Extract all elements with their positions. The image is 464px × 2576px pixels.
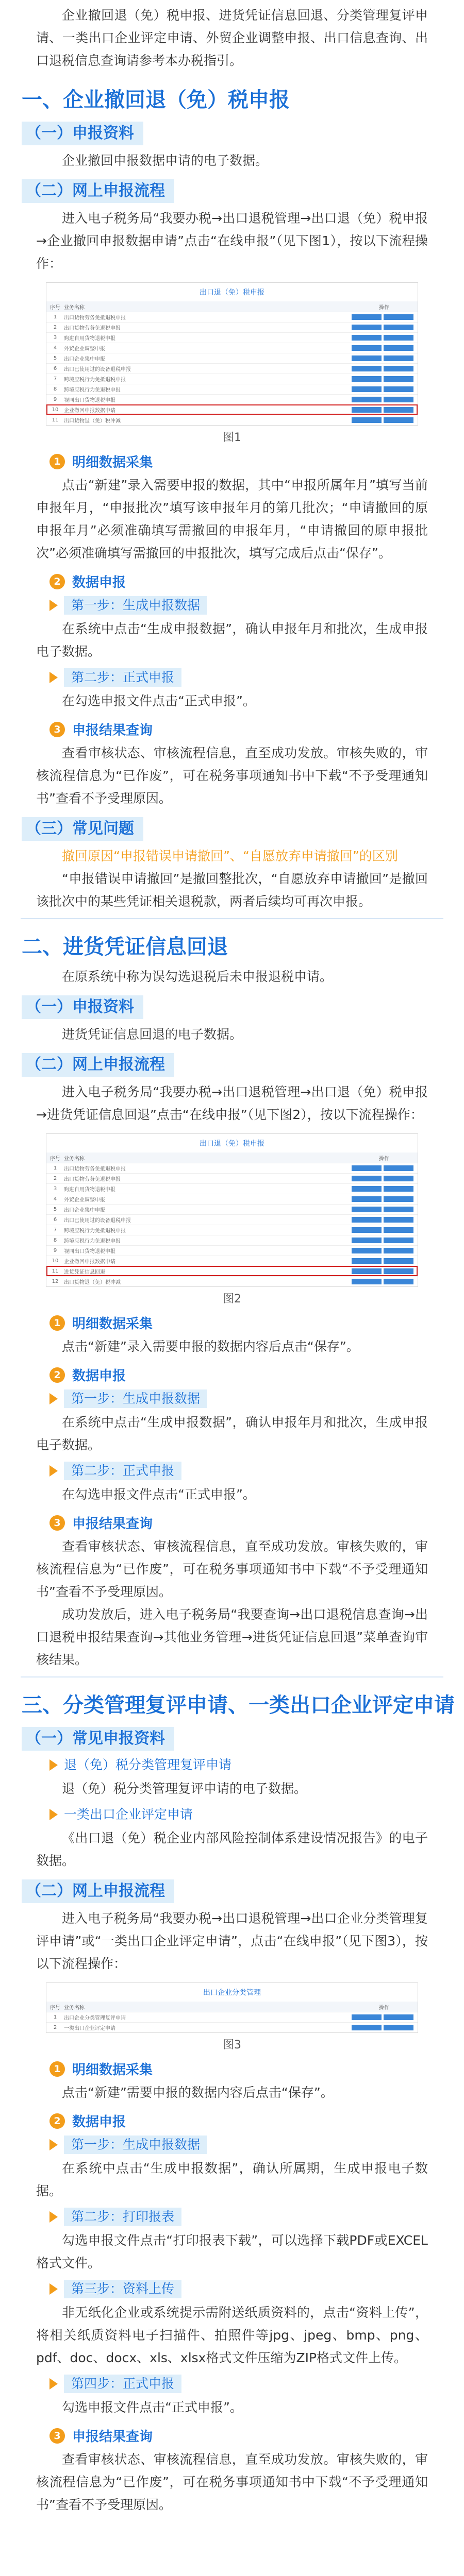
row-action-buttons (352, 335, 413, 341)
online-declare-button (384, 417, 413, 423)
row-business-name: 出口货物劳务免抵退税申报 (64, 315, 126, 321)
figure-table-row (46, 1256, 418, 1266)
row-action-buttons (352, 1165, 413, 1171)
sec3-step2d-text: 勾选申报文件点击“正式申报”。 (62, 2400, 243, 2415)
sec3-subtitle-process: （二）网上申报流程 (22, 1879, 464, 1903)
row-index: 3 (53, 335, 57, 341)
sec3-step2a-text: 在系统中点击“生成申报数据”，确认所属期，生成申报电子数据。 (36, 2161, 428, 2198)
triangle-icon (49, 600, 58, 611)
row-action-buttons (352, 386, 413, 392)
figure-2-rows (46, 1163, 418, 1286)
figure-1-caption: 图1 (223, 431, 241, 444)
row-index: 5 (53, 355, 57, 361)
sec2-step2a-text: 在系统中点击“生成申报数据”，确认申报年月和批次，生成申报电子数据。 (36, 1415, 428, 1452)
row-index: 2 (53, 2025, 57, 2030)
online-declare-button (352, 2025, 382, 2030)
sec3-item2-text: 《出口退（免）税企业内部风险控制体系建设情况报告》的电子数据。 (36, 1831, 428, 1868)
figure-3-header: 序号 业务名称 操作 (46, 2002, 418, 2012)
sec2-step1-heading: 1 明细数据采集 (49, 1313, 464, 1332)
figure-table-row (46, 404, 418, 415)
row-action-buttons (352, 2014, 413, 2020)
online-declare-button (384, 1217, 413, 1223)
figure-2-screenshot (46, 1133, 418, 1287)
figure-table-row (46, 1276, 418, 1286)
sec3-step2c-text: 非无纸化企业或系统提示需附送纸质资料的，点击“资料上传”，将相关纸质资料电子扫描件、拍照件等jpg、jpeg、bmp、png、pdf、doc、docx、xls、xlsx格式文件压缩为ZIP格式文件上传。 (36, 2305, 428, 2365)
online-declare-button (384, 1196, 413, 1202)
sec3-step2b-text: 勾选申报文件点击“打印报表下载”，可以选择下载PDF或EXCEL格式文件。 (36, 2233, 428, 2270)
row-business-name: 视同出口货物退税申报 (64, 1249, 115, 1255)
row-index: 2 (53, 1176, 57, 1181)
online-declare-button (352, 1227, 382, 1233)
row-business-name: 外贸企业调整申报 (64, 1197, 105, 1203)
figure-table-row (46, 1235, 418, 1245)
figure-1-screenshot (46, 282, 418, 426)
figure-table-row (46, 374, 418, 384)
online-declare-button (384, 1176, 413, 1181)
online-declare-button (352, 345, 382, 351)
figure-1-rows (46, 312, 418, 425)
row-action-buttons (352, 376, 413, 382)
sec1-subtitle-materials: （一）申报资料 (22, 122, 464, 145)
online-declare-button (352, 1268, 382, 1274)
online-declare-button (352, 1207, 382, 1212)
figure-table-row (46, 353, 418, 363)
online-declare-button (384, 1207, 413, 1212)
row-index: 12 (52, 1279, 59, 1284)
sec2-intro: 在原系统中称为误勾选退税后未申报退税申请。 (62, 969, 333, 984)
figure-table-row (46, 312, 418, 322)
figure-table-row (46, 1183, 418, 1194)
online-declare-button (384, 366, 413, 371)
divider (21, 1676, 443, 1677)
sec3-item2-heading: 一类出口企业评定申请 (49, 1805, 464, 1824)
row-action-buttons (352, 1227, 413, 1233)
figure-table-row (46, 1194, 418, 1204)
triangle-icon (49, 2211, 58, 2223)
sec3-step2c-heading: 第三步：资料上传 (49, 2280, 464, 2298)
row-action-buttons (352, 325, 413, 330)
row-action-buttons (352, 1186, 413, 1192)
sec3-step1-heading: 1 明细数据采集 (49, 2059, 464, 2078)
sec1-step2a-text: 在系统中点击“生成申报数据”，确认申报年月和批次，生成申报电子数据。 (36, 621, 428, 659)
online-declare-button (384, 2025, 413, 2030)
figure-table-row (46, 384, 418, 394)
sec3-step2-heading: 2 数据申报 (49, 2111, 464, 2130)
row-business-name: 视同出口货物退税申报 (64, 398, 115, 403)
online-declare-button (384, 397, 413, 402)
row-business-name: 出口货物退（免）税冲减 (64, 418, 121, 424)
online-declare-button (384, 2014, 413, 2020)
row-action-buttons (352, 2025, 413, 2030)
online-declare-button (352, 1217, 382, 1223)
row-index: 11 (52, 1268, 59, 1274)
row-business-name: 跨境应税行为免退税申报 (64, 387, 121, 393)
sec2-subtitle-process: （二）网上申报流程 (22, 1053, 464, 1077)
row-index: 4 (53, 345, 57, 351)
row-action-buttons (352, 1248, 413, 1253)
row-business-name: 进货凭证信息回退 (64, 1269, 105, 1275)
row-action-buttons (352, 1196, 413, 1202)
row-index: 7 (53, 1227, 57, 1233)
row-action-buttons (352, 314, 413, 320)
section-2-title: 二、进货凭证信息回退 (22, 935, 228, 959)
figure-3-title: 出口企业分类管理 (203, 1989, 261, 1997)
figure-1-header: 序号 业务名称 操作 (46, 301, 418, 312)
online-declare-button (384, 376, 413, 382)
figure-table-row (46, 1225, 418, 1235)
row-business-name: 外贸企业调整申报 (64, 346, 105, 352)
intro-paragraph: 企业撤回退（免）税申报、进货凭证信息回退、分类管理复评申请、一类出口企业评定申请、外贸企业调整申报、出口信息查询、出口退税信息查询请参考本办税指引。 (36, 8, 428, 68)
row-action-buttons (352, 345, 413, 351)
sec3-step2d-heading: 第四步：正式申报 (49, 2375, 464, 2393)
sec1-step2a-heading: 第一步：生成申报数据 (49, 596, 464, 615)
row-action-buttons (352, 1217, 413, 1223)
row-business-name: 一类出口企业评定申请 (64, 2026, 115, 2031)
online-declare-button (352, 325, 382, 330)
row-index: 1 (53, 2014, 57, 2020)
sec1-step3-heading: 3 申报结果查询 (49, 720, 464, 739)
row-business-name: 企业撤回申报数据申请 (64, 408, 115, 414)
row-business-name: 出口货物劳务免抵退税申报 (64, 1166, 126, 1172)
online-declare-button (384, 1238, 413, 1243)
sec3-subtitle-materials: （一）常见申报资料 (22, 1727, 464, 1751)
sec3-step2a-heading: 第一步：生成申报数据 (49, 2136, 464, 2154)
sec2-materials-text: 进货凭证信息回退的电子数据。 (62, 1027, 243, 1042)
sec1-faq-question: 撤回原因“申报错误申请撤回”、“自愿放弃申请撤回”的区别 (62, 849, 398, 863)
sec2-step2-heading: 2 数据申报 (49, 1365, 464, 1384)
triangle-icon (49, 2139, 58, 2150)
row-business-name: 企业撤回申报数据申请 (64, 1259, 115, 1265)
row-business-name: 出口已使用过的设备退税申报 (64, 1218, 131, 1224)
online-declare-button (384, 407, 413, 413)
row-business-name: 跨境应税行为免抵退税申报 (64, 377, 126, 383)
online-declare-button (384, 314, 413, 320)
row-index: 6 (53, 366, 57, 371)
figure-table-row (46, 2012, 418, 2022)
row-business-name: 出口企业分类管理复评申请 (64, 2015, 126, 2021)
figure-2-header: 序号 业务名称 操作 (46, 1153, 418, 1163)
row-index: 9 (53, 397, 57, 402)
row-index: 8 (53, 386, 57, 392)
sec2-step2a-heading: 第一步：生成申报数据 (49, 1389, 464, 1408)
row-business-name: 出口货物退（免）税冲减 (64, 1280, 121, 1285)
row-business-name: 出口货物劳务免退税申报 (64, 326, 121, 331)
figure-table-row (46, 343, 418, 353)
sec2-subtitle-materials: （一）申报资料 (22, 995, 464, 1019)
online-declare-button (384, 335, 413, 341)
online-declare-button (384, 1279, 413, 1284)
sec2-step3-text: 查看审核状态、审核流程信息，直至成功发放。审核失败的，审核流程信息为“已作废”，可在税务事项通知书中下载“不予受理通知书”查看不予受理原因。 (36, 1539, 428, 1599)
figure-table-row (46, 1245, 418, 1256)
row-action-buttons (352, 366, 413, 371)
row-action-buttons (352, 1268, 413, 1274)
row-index: 8 (53, 1238, 57, 1243)
online-declare-button (384, 325, 413, 330)
triangle-icon (49, 1809, 58, 1820)
figure-3-screenshot (46, 1982, 418, 2033)
sec2-process-text: 进入电子税务局“我要办税→出口退税管理→出口退（免）税申报→进货凭证信息回退”点击“在线申报”（见下图2），按以下流程操作： (36, 1084, 428, 1122)
figure-table-row (46, 415, 418, 425)
figure-2-caption: 图2 (223, 1293, 241, 1306)
triangle-icon (49, 2378, 58, 2389)
sec3-step3-heading: 3 申报结果查询 (49, 2426, 464, 2445)
online-declare-button (352, 1279, 382, 1284)
sec1-faq-answer: “申报错误申请撤回”是撤回整批次，“自愿放弃申请撤回”是撤回该批次中的某些凭证相关退税款，两者后续均可再次申报。 (36, 871, 428, 909)
online-declare-button (352, 1196, 382, 1202)
online-declare-button (352, 335, 382, 341)
divider (21, 918, 443, 919)
row-business-name: 购进自用货物退税申报 (64, 336, 115, 342)
sec3-item1-heading: 退（免）税分类管理复评申请 (49, 1756, 464, 1774)
figure-table-row (46, 1173, 418, 1183)
online-declare-button (384, 1165, 413, 1171)
triangle-icon (49, 2283, 58, 2295)
triangle-icon (49, 1393, 58, 1404)
sec3-step2b-heading: 第二步：打印报表 (49, 2208, 464, 2226)
online-declare-button (384, 1186, 413, 1192)
sec1-materials-text: 企业撤回申报数据申请的电子数据。 (62, 153, 269, 168)
row-action-buttons (352, 407, 413, 413)
sec1-step2b-text: 在勾选申报文件点击“正式申报”。 (62, 693, 256, 708)
online-declare-button (352, 1176, 382, 1181)
sec1-step2b-heading: 第二步：正式申报 (49, 668, 464, 687)
row-index: 9 (53, 1248, 57, 1253)
online-declare-button (352, 397, 382, 402)
row-business-name: 跨境应税行为免退税申报 (64, 1239, 121, 1244)
online-declare-button (384, 345, 413, 351)
row-index: 10 (52, 1258, 59, 1264)
sec1-subtitle-faq: （三）常见问题 (22, 817, 464, 841)
triangle-icon (49, 1759, 58, 1771)
sec1-step1-heading: 1 明细数据采集 (49, 452, 464, 471)
row-business-name: 出口已使用过的设备退税申报 (64, 367, 131, 372)
figure-table-row (46, 394, 418, 404)
figure-3-caption: 图3 (223, 2039, 241, 2052)
row-action-buttons (352, 397, 413, 402)
figure-table-row (46, 1214, 418, 1225)
online-declare-button (352, 407, 382, 413)
figure-table-row (46, 2022, 418, 2032)
sec1-step3-text: 查看审核状态、审核流程信息，直至成功发放。审核失败的，审核流程信息为“已作废”，可在税务事项通知书中下载“不予受理通知书”查看不予受理原因。 (36, 745, 428, 806)
figure-3-rows (46, 2012, 418, 2032)
online-declare-button (352, 386, 382, 392)
online-declare-button (384, 1227, 413, 1233)
online-declare-button (352, 1165, 382, 1171)
figure-table-row (46, 322, 418, 332)
row-business-name: 出口企业集中申报 (64, 357, 105, 362)
row-index: 1 (53, 314, 57, 320)
sec2-step2b-text: 在勾选申报文件点击“正式申报”。 (62, 1487, 256, 1502)
online-declare-button (384, 1248, 413, 1253)
online-declare-button (352, 355, 382, 361)
row-action-buttons (352, 1258, 413, 1264)
triangle-icon (49, 672, 58, 683)
row-business-name: 跨境应税行为免抵退税申报 (64, 1228, 126, 1234)
figure-table-row (46, 363, 418, 374)
row-index: 1 (53, 1165, 57, 1171)
online-declare-button (384, 1268, 413, 1274)
online-declare-button (352, 2014, 382, 2020)
row-business-name: 出口企业集中申报 (64, 1208, 105, 1213)
row-index: 5 (53, 1207, 57, 1212)
row-index: 10 (52, 407, 59, 413)
sec2-step2b-heading: 第二步：正式申报 (49, 1462, 464, 1480)
sec2-extra-text: 成功发放后，进入电子税务局“我要查询→出口退税信息查询→出口退税申报结果查询→其他业务管理→进货凭证信息回退”菜单查询审核结果。 (36, 1607, 428, 1667)
figure-table-row (46, 1163, 418, 1173)
online-declare-button (352, 366, 382, 371)
figure-1-title: 出口退（免）税申报 (200, 289, 264, 297)
online-declare-button (352, 1258, 382, 1264)
row-index: 2 (53, 325, 57, 330)
row-index: 7 (53, 376, 57, 382)
sec2-step1-text: 点击“新建”录入需要申报的数据内容后点击“保存”。 (62, 1339, 359, 1354)
sec3-step1-text: 点击“新建”需要申报的数据内容后点击“保存”。 (62, 2085, 334, 2100)
sec3-step3-text: 查看审核状态、审核流程信息，直至成功发放。审核失败的，审核流程信息为“已作废”，可在税务事项通知书中下载“不予受理通知书”查看不予受理原因。 (36, 2452, 428, 2512)
figure-2-title: 出口退（免）税申报 (200, 1140, 264, 1148)
row-index: 11 (52, 417, 59, 423)
row-business-name: 购进自用货物退税申报 (64, 1187, 115, 1193)
row-index: 6 (53, 1217, 57, 1223)
row-index: 3 (53, 1186, 57, 1192)
sec2-step3-heading: 3 申报结果查询 (49, 1513, 464, 1532)
online-declare-button (352, 1238, 382, 1243)
sec1-process-text: 进入电子税务局“我要办税→出口退税管理→出口退（免）税申报→企业撤回申报数据申请”点击“在线申报”（见下图1），按以下流程操作： (36, 211, 428, 271)
online-declare-button (384, 1258, 413, 1264)
section-1-title: 一、企业撤回退（免）税申报 (22, 88, 290, 112)
row-action-buttons (352, 1176, 413, 1181)
row-action-buttons (352, 355, 413, 361)
triangle-icon (49, 1465, 58, 1477)
row-business-name: 出口货物劳务免退税申报 (64, 1177, 121, 1182)
row-action-buttons (352, 1279, 413, 1284)
sec1-subtitle-process: （二）网上申报流程 (22, 179, 464, 203)
online-declare-button (352, 1248, 382, 1253)
figure-table-row (46, 1204, 418, 1214)
online-declare-button (352, 376, 382, 382)
sec1-step1-text: 点击“新建”录入需要申报的数据，其中“申报所属年月”填写当前申报年月，“申报批次”填写该申报年月的第几批次；“申请撤回的原申报年月”必须准确填写需撤回的申报年月，“申请撤回的原申报批次”必须准确填写需撤回的申报批次，填写完成后点击“保存”。 (36, 478, 428, 561)
online-declare-button (352, 1186, 382, 1192)
figure-table-row (46, 1266, 418, 1276)
row-action-buttons (352, 417, 413, 423)
sec1-step2-heading: 2 数据申报 (49, 572, 464, 591)
row-index: 4 (53, 1196, 57, 1202)
online-declare-button (352, 417, 382, 423)
online-declare-button (384, 386, 413, 392)
online-declare-button (384, 355, 413, 361)
section-3-title: 三、分类管理复评申请、一类出口企业评定申请 (22, 1693, 455, 1717)
row-action-buttons (352, 1238, 413, 1243)
sec3-process-text: 进入电子税务局“我要办税→出口退税管理→出口企业分类管理复评申请”或“一类出口企业评定申请”，点击“在线申报”（见下图3），按以下流程操作： (36, 1911, 428, 1971)
figure-table-row (46, 332, 418, 343)
online-declare-button (352, 314, 382, 320)
sec3-item1-text: 退（免）税分类管理复评申请的电子数据。 (62, 1781, 307, 1796)
row-action-buttons (352, 1207, 413, 1212)
